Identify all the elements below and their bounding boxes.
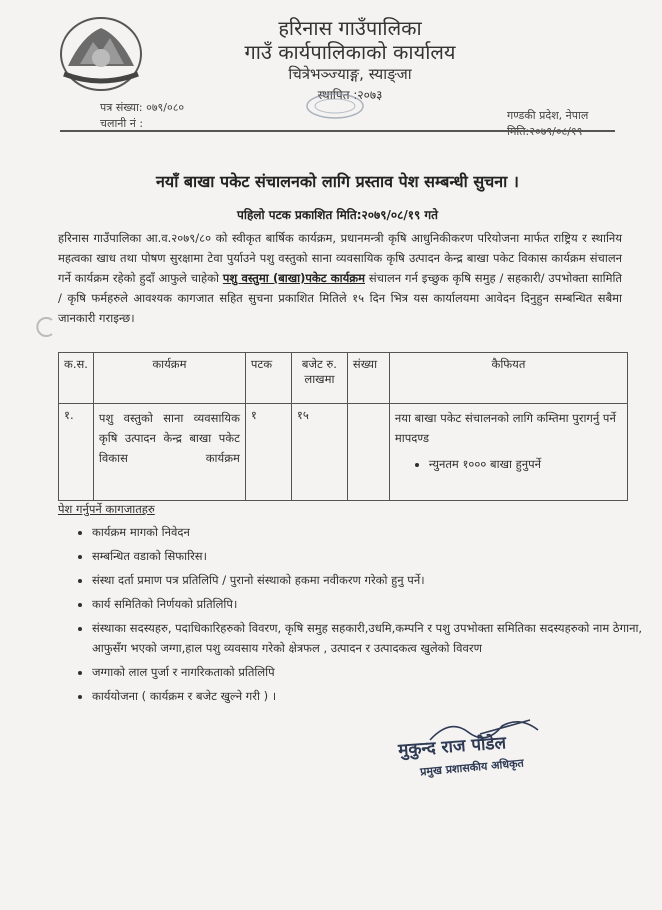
docs-label: पेश गर्नुपर्ने कागजातहरु bbox=[58, 502, 155, 516]
list-item: • संस्था दर्ता प्रमाण पत्र प्रतिलिपि / पुरानो संस्थाको हकमा नवीकरण गरेको हुनु पर्ने। bbox=[92, 570, 652, 590]
dispatch-number: चलानी नं : bbox=[100, 117, 144, 130]
body-text-underlined: पशु वस्तुमा (बाखा)पकेट कार्यक्रम bbox=[222, 271, 365, 285]
office-stamp-icon bbox=[305, 92, 365, 120]
col-budget: बजेट रु. लाखमा bbox=[291, 353, 347, 404]
cell-count bbox=[347, 404, 389, 501]
program-table bbox=[58, 352, 628, 501]
signatory-name: मुकुन्द राज पौडेल bbox=[397, 733, 507, 761]
remark-list bbox=[395, 454, 622, 474]
list-item: • कार्यक्रम मागको निवेदन bbox=[92, 522, 652, 542]
municipality-name: हरिनास गाउँपालिका bbox=[278, 16, 422, 40]
col-sn: क.स. bbox=[59, 353, 94, 404]
nepal-emblem-icon bbox=[58, 14, 144, 94]
header-divider bbox=[60, 130, 615, 132]
table-row bbox=[59, 404, 628, 501]
letter-date: मिति:२०७९/०८/१९ bbox=[507, 125, 583, 138]
body-text-before: हरिनास गाउँपालिका आ.व.२०७९/८० को स्वीकृत बार्षिक कार्यक्रम, प्रधानमन्त्री कृषि आधुनिकीकरण परियोजना मार्फत राष्ट्रिय र स्थानिय महत्वका खाध तथा पोषण सुरक्षामा टेवा पुर्याउने पशु वस्तुको साना व्यवसायिक कृषि उत्पादन केन्द्र बाखा पकेट विकास कार्यक्रम संचालन गर्ने कार्यक्रम रहेको हुदाँ आफुले चाहेको bbox=[58, 231, 622, 285]
col-count: संख्या bbox=[347, 353, 389, 404]
cell-budget: १५ bbox=[291, 404, 347, 501]
remark-text: नया बाखा पकेट संचालनको लागि कम्तिमा पुरागर्नु पर्ने मापदण्ड bbox=[394, 411, 616, 445]
cell-times: १ bbox=[245, 404, 291, 501]
table-header-row bbox=[59, 353, 628, 404]
list-item: • कार्ययोजना ( कार्यक्रम र बजेट खुल्ने गरी ) । bbox=[92, 686, 652, 706]
cell-sn: १. bbox=[59, 404, 94, 501]
office-address: चित्रेभञ्ज्याङ्ग, स्याङ्जा bbox=[288, 65, 412, 83]
notice-subject: नयाँ बाखा पकेट संचालनको लागि प्रस्ताव पेश सम्बन्धी सुचना । bbox=[156, 172, 519, 191]
list-item: • सम्बन्धित वडाको सिफारिस। bbox=[92, 546, 652, 566]
notice-body bbox=[58, 228, 622, 328]
remark-bullet: • न्युनतम १००० बाखा हुनुपर्ने bbox=[429, 454, 622, 474]
col-times: पटक bbox=[245, 353, 291, 404]
cell-remark bbox=[389, 404, 627, 501]
cell-program: पशु वस्तुको साना व्यवसायिक कृषि उत्पादन केन्द्र बाखा पकेट विकास कार्यक्रम bbox=[93, 404, 245, 501]
published-date: पहिलो पटक प्रकाशित मिति:२०७९/०८/१९ गते bbox=[237, 208, 438, 222]
list-item: • कार्य समितिको निर्णयको प्रतिलिपि। bbox=[92, 594, 652, 614]
docs-list bbox=[58, 522, 652, 710]
body-text-after: संचालन गर्न इच्छुक कृषि समुह / सहकारी/ उपभोक्ता सामिति / कृषि फर्महरुले आवश्यक कागजात सहित सुचना प्रकाशित मितिले १५ दिन भित्र यस कार्यालयमा आवेदन दिनुहुन सम्बन्धित सबैमा जानकारी गराइन्छ। bbox=[58, 271, 622, 325]
col-remark: कैफियत bbox=[389, 353, 627, 404]
office-name: गाउँ कार्यपालिकाको कार्यालय bbox=[244, 40, 456, 64]
signatory-title: प्रमुख प्रशासकीय अधिकृत bbox=[419, 756, 525, 779]
margin-mark-icon bbox=[34, 316, 56, 338]
province: गण्डकी प्रदेश, नेपाल bbox=[507, 109, 589, 122]
list-item: • जग्गाको लाल पुर्जा र नागरिकताको प्रतिलिपि bbox=[92, 662, 652, 682]
established-date: स्थापित :२०७३ bbox=[317, 88, 383, 102]
letter-number: पत्र संख्या: ०७९/०८० bbox=[100, 101, 185, 114]
list-item: • संस्थाका सदस्यहरु, पदाधिकारिहरुको विवरण, कृषि समुह सहकारी,उधमि,कम्पनि र पशु उपभोक्ता समितिका सदस्यहरुको नाम ठेगाना, आफुसँग भएको जग्गा,हाल पशु व्यवसाय गरेको क्षेत्रफल , उत्पादन र उत्पादकत्व खुलेको विवरण bbox=[92, 618, 652, 658]
col-program: कार्यक्रम bbox=[93, 353, 245, 404]
